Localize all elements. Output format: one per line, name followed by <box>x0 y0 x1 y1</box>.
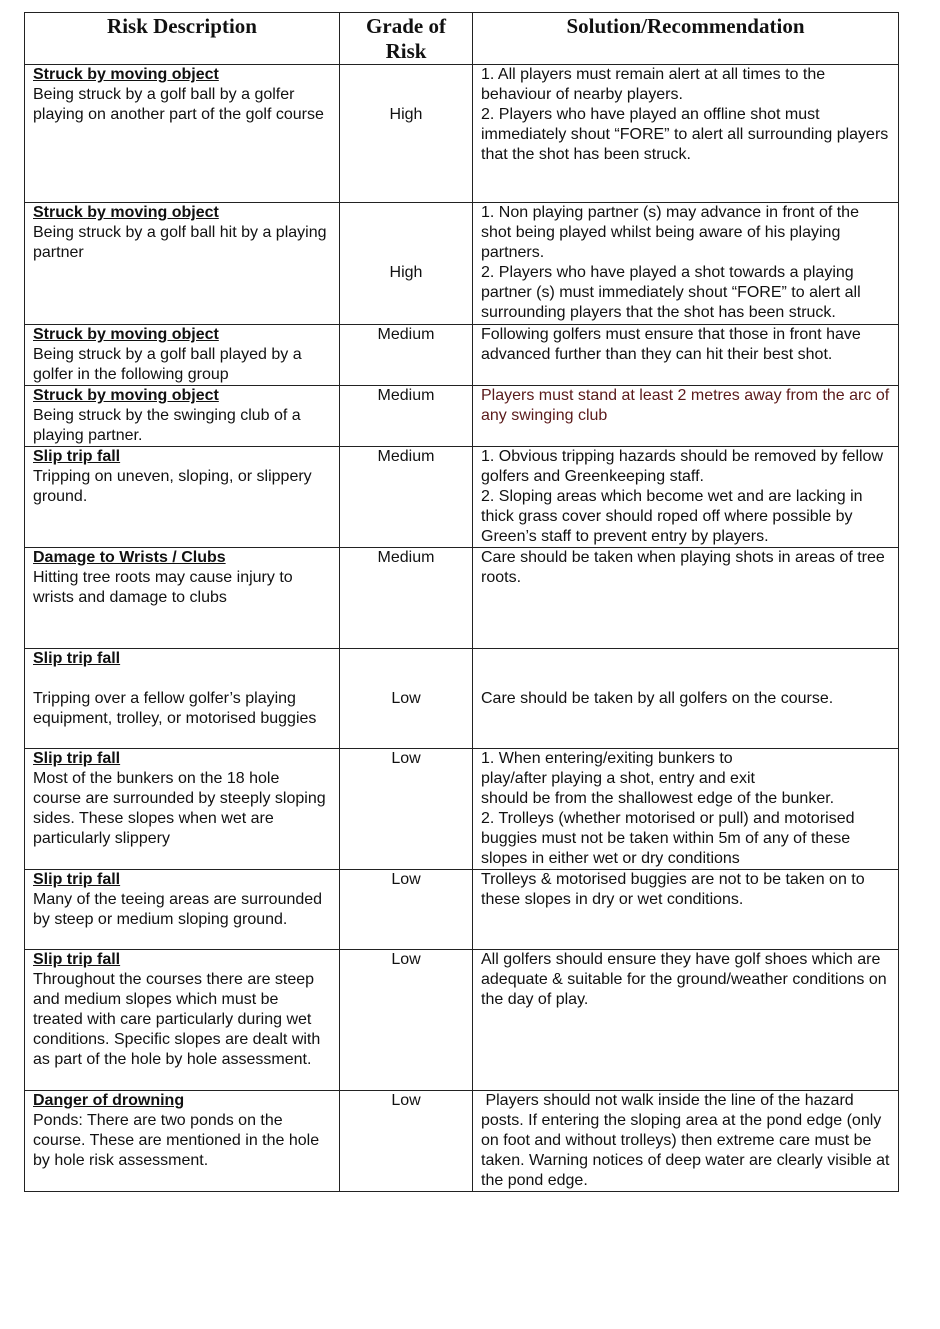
grade-cell <box>340 325 473 386</box>
solution-line: 1. Obvious tripping hazards should be removed by fellow golfers and Greenkeeping staff. <box>481 448 883 485</box>
grade-cell <box>340 1091 473 1192</box>
solution-line: 1. When entering/exiting bunkers to <box>481 750 733 767</box>
grade-value: Medium <box>377 326 435 343</box>
grade-cell <box>340 548 473 649</box>
table-row <box>25 447 899 548</box>
risk-title: Struck by moving object <box>33 66 219 83</box>
risk-description-cell <box>25 749 340 870</box>
grade-cell <box>340 447 473 548</box>
table-row <box>25 1091 899 1192</box>
risk-title: Struck by moving object <box>33 326 219 343</box>
solution-cell <box>473 447 899 548</box>
risk-description-cell <box>25 950 340 1091</box>
grade-cell <box>340 870 473 950</box>
table-row <box>25 649 899 749</box>
table-row <box>25 950 899 1091</box>
solution-line: 2. Players who have played an offline shot must immediately shout “FORE” to alert all surrounding players that the shot has been struck. <box>481 106 889 163</box>
risk-description: Throughout the courses there are steep and medium slopes which must be treated with care particularly during wet conditions. Specific slopes are dealt with as part of the hole by hole assessment. <box>33 971 321 1068</box>
grade-value: Medium <box>377 549 435 566</box>
grade-value: Low <box>391 1092 421 1109</box>
risk-description: Being struck by a golf ball by a golfer playing on another part of the golf course <box>33 86 324 123</box>
solution-line: Players must stand at least 2 metres away from the arc of any swinging club <box>481 387 890 424</box>
table-header-row <box>25 13 899 65</box>
risk-description-cell <box>25 870 340 950</box>
risk-title: Slip trip fall <box>33 871 121 888</box>
solution-line: Players should not walk inside the line of the hazard posts. If entering the sloping area at the pond edge (only on foot and without trolleys) then extreme care must be taken. Warning notices of deep water are clearly visible at the pond edge. <box>481 1092 890 1189</box>
risk-description: Being struck by a golf ball hit by a playing partner <box>33 224 327 261</box>
risk-description: Many of the teeing areas are surrounded by steep or medium sloping ground. <box>33 891 323 928</box>
grade-cell <box>340 203 473 325</box>
solution-line: Trolleys & motorised buggies are not to be taken on to these slopes in dry or wet conditions. <box>481 871 865 908</box>
solution-line: should be from the shallowest edge of the bunker. <box>481 790 835 807</box>
solution-cell <box>473 870 899 950</box>
risk-description-cell <box>25 548 340 649</box>
solution-cell <box>473 386 899 447</box>
risk-description-cell <box>25 386 340 447</box>
solution-line: 2. Players who have played a shot towards a playing partner (s) must immediately shout “FORE” to alert all surrounding players that the shot has been struck. <box>481 264 861 321</box>
solution-cell <box>473 1091 899 1192</box>
risk-description-cell <box>25 325 340 386</box>
table-row <box>25 65 899 203</box>
risk-title: Danger of drowning <box>33 1092 185 1109</box>
solution-line: play/after playing a shot, entry and exit <box>481 770 755 787</box>
solution-line: 2. Trolleys (whether motorised or pull) and motorised buggies must not be taken within 5m of any of these slopes in either wet or dry conditions <box>481 810 855 867</box>
grade-cell <box>340 749 473 870</box>
risk-description-cell <box>25 203 340 325</box>
grade-cell <box>340 386 473 447</box>
solution-line: Care should be taken by all golfers on the course. <box>481 690 834 707</box>
risk-description: Tripping over a fellow golfer’s playing equipment, trolley, or motorised buggies <box>33 690 317 727</box>
risk-description: Hitting tree roots may cause injury to wrists and damage to clubs <box>33 569 293 606</box>
risk-title: Damage to Wrists / Clubs <box>33 549 226 566</box>
grade-value: Medium <box>377 387 435 404</box>
risk-title: Struck by moving object <box>33 387 219 404</box>
risk-description: Being struck by a golf ball played by a golfer in the following group <box>33 346 302 383</box>
solution-line: Care should be taken when playing shots in areas of tree roots. <box>481 549 885 586</box>
risk-assessment-table <box>24 12 899 1192</box>
solution-cell <box>473 65 899 203</box>
grade-cell <box>340 65 473 203</box>
grade-value: High <box>389 264 423 281</box>
table-row <box>25 548 899 649</box>
solution-cell <box>473 325 899 386</box>
solution-cell <box>473 203 899 325</box>
solution-line: 1. All players must remain alert at all times to the behaviour of nearby players. <box>481 66 826 103</box>
grade-value: Medium <box>377 448 435 465</box>
grade-value: Low <box>391 951 421 968</box>
risk-title: Slip trip fall <box>33 750 121 767</box>
risk-title: Struck by moving object <box>33 204 219 221</box>
table-row <box>25 203 899 325</box>
grade-value: Low <box>391 750 421 767</box>
grade-value: High <box>389 106 423 123</box>
risk-title: Slip trip fall <box>33 448 121 465</box>
risk-description: Most of the bunkers on the 18 hole course are surrounded by steeply sloping sides. These slopes when wet are particularly slippery <box>33 770 326 847</box>
risk-description: Tripping on uneven, sloping, or slippery ground. <box>33 468 312 505</box>
grade-value: Low <box>391 871 421 888</box>
risk-description-cell <box>25 1091 340 1192</box>
solution-line: Following golfers must ensure that those in front have advanced further than they can hit their best shot. <box>481 326 861 363</box>
risk-description: Ponds: There are two ponds on the course. These are mentioned in the hole by hole risk assessment. <box>33 1112 320 1169</box>
table-row <box>25 386 899 447</box>
header-risk-description: Risk Description <box>25 13 340 65</box>
solution-cell <box>473 950 899 1091</box>
header-grade-of-risk: Grade of Risk <box>340 13 473 65</box>
solution-cell <box>473 548 899 649</box>
grade-value: Low <box>391 690 421 707</box>
table-row <box>25 870 899 950</box>
solution-line: 2. Sloping areas which become wet and are lacking in thick grass cover should roped off where possible by Green’s staff to prevent entry by players. <box>481 488 863 545</box>
risk-title: Slip trip fall <box>33 650 121 667</box>
risk-description-cell <box>25 447 340 548</box>
solution-cell <box>473 749 899 870</box>
table-row <box>25 749 899 870</box>
table-row <box>25 325 899 386</box>
risk-title: Slip trip fall <box>33 951 121 968</box>
risk-description-cell <box>25 649 340 749</box>
header-solution: Solution/Recommendation <box>473 13 899 65</box>
solution-cell <box>473 649 899 749</box>
grade-cell <box>340 649 473 749</box>
risk-description: Being struck by the swinging club of a playing partner. <box>33 407 301 444</box>
solution-line: All golfers should ensure they have golf shoes which are adequate & suitable for the ground/weather conditions on the day of play. <box>481 951 887 1008</box>
grade-cell <box>340 950 473 1091</box>
risk-description-cell <box>25 65 340 203</box>
solution-line: 1. Non playing partner (s) may advance in front of the shot being played whilst being aware of his playing partners. <box>481 204 859 261</box>
